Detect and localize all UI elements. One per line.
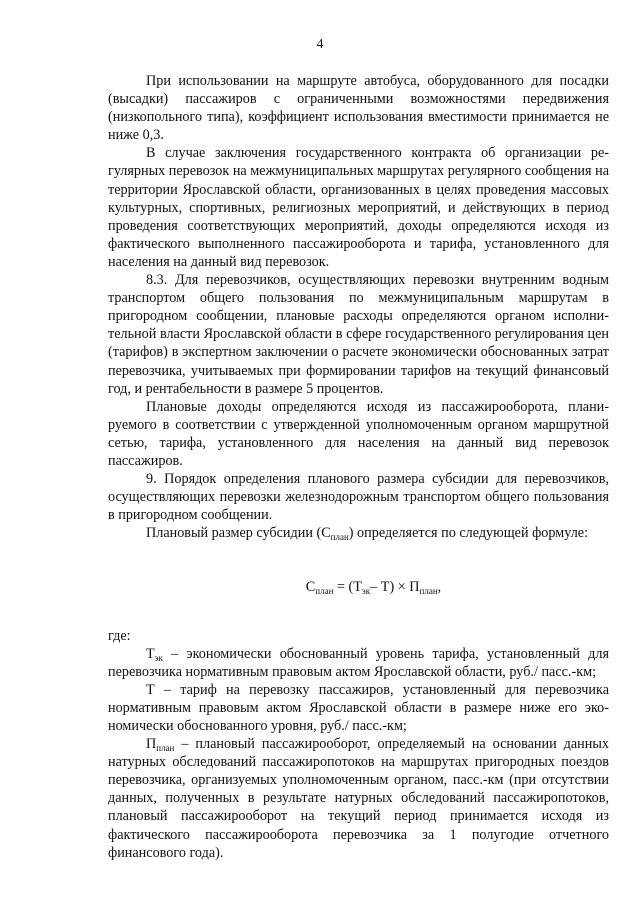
definition-t-ek-symbol: Т — [146, 645, 155, 662]
formula-eq: = (Т — [333, 579, 362, 596]
definition-t-ek-text: – экономически обоснованный уровень тарифа, установленный для перевозчика нормативным правовым актом Ярославской области, руб./ пасс.-км; — [108, 645, 609, 680]
formula-c: С — [305, 579, 316, 596]
definition-t: Т – тариф на перевозку пассажиров, установленный для перевозчика нормативным правовым актом Ярославской области в размере ниже его экономически обоснованного уровня, руб./ пасс.-км; — [108, 681, 609, 734]
paragraph-formula-intro — [108, 524, 609, 542]
document-body — [108, 72, 609, 862]
subsidy-formula — [108, 578, 609, 596]
formula-intro-text: Плановый размер субсидии (С — [146, 525, 331, 542]
formula-intro-end: ) определяется по следующей формуле: — [348, 525, 589, 542]
formula-end: , — [437, 579, 442, 596]
page-number: 4 — [316, 37, 324, 52]
paragraph-9-railway-subsidy: 9. Порядок определения планового размера субсидии для перевозчиков, осуществляющих перевозки железнодорожным транспортом общего пользования в пригородном сообщении. — [108, 471, 609, 524]
definition-p-plan-symbol: П — [146, 736, 157, 753]
formula-p-subscript: план — [419, 586, 438, 597]
definition-t-ek-subscript: эк — [154, 652, 163, 663]
definition-t-ek — [108, 645, 609, 681]
paragraph-planned-income: Плановые доходы определяются исходя из пассажирооборота, планируемого в соответствии с утвержденной уполномоченным органом маршрутной сетью, тарифа, установленного для населения на данный вид перевозок пассажиров. — [108, 398, 609, 469]
definition-p-plan-subscript: план — [156, 743, 175, 754]
where-label: где: — [108, 627, 131, 644]
definition-p-plan-text: – плановый пассажирооборот, определяемый на основании данных натурных обследований пассажиропотоков на маршрутах пригородных поездов перевозчика, организуемых уполномоченным органом, пасс.-км (при отсутствии данных, полученных в результате натурных обследований пассажиропотоков, плановый пассажирооборот на текущий период принимается исходя из фактического пассажирооборота перевозчика за 1 полугодие отчетного финансового года). — [108, 736, 609, 861]
formula-c-subscript: план — [315, 586, 334, 597]
formula-intro-subscript: план — [330, 532, 349, 543]
formula-mid: – Т) × П — [370, 579, 420, 596]
definition-p-plan — [108, 735, 609, 862]
paragraph-low-floor-bus: При использовании на маршруте автобуса, оборудованного для посадки (высадки) пассажиров с ограниченными возможностями передвижения (низкопольного типа), коэффициент использования вместимости принимается не ниже 0,3. — [108, 73, 609, 144]
formula-t-subscript: эк — [361, 586, 371, 597]
paragraph-8-3-water-transport: 8.3. Для перевозчиков, осуществляющих перевозки внутренним водным транспортом общего пользования по межмуниципальным маршрутам в пригородном сообщении, плановые расходы определяются органом исполнительной власти Ярославской области в сфере государственного регулирования цен (тарифов) в экспертном заключении о расчете экономически обоснованных затрат перевозчика, учитываемых при формировании тарифов на текущий финансовый год, и рентабельности в размере 5 процентов. — [108, 272, 609, 397]
paragraph-state-contract: В случае заключения государственного контракта об организации регулярных перевозок на межмуниципальных маршрутах регулярного сообщения на территории Ярославской области, организованных в целях проведения массовых культурных, спортивных, религиозных мероприятий, и действующих в период проведения соответствующих мероприятий, доходы определяются исходя из фактического выполненного пассажирооборота и тарифа, установленного для населения на данный вид перевозок. — [108, 145, 609, 270]
